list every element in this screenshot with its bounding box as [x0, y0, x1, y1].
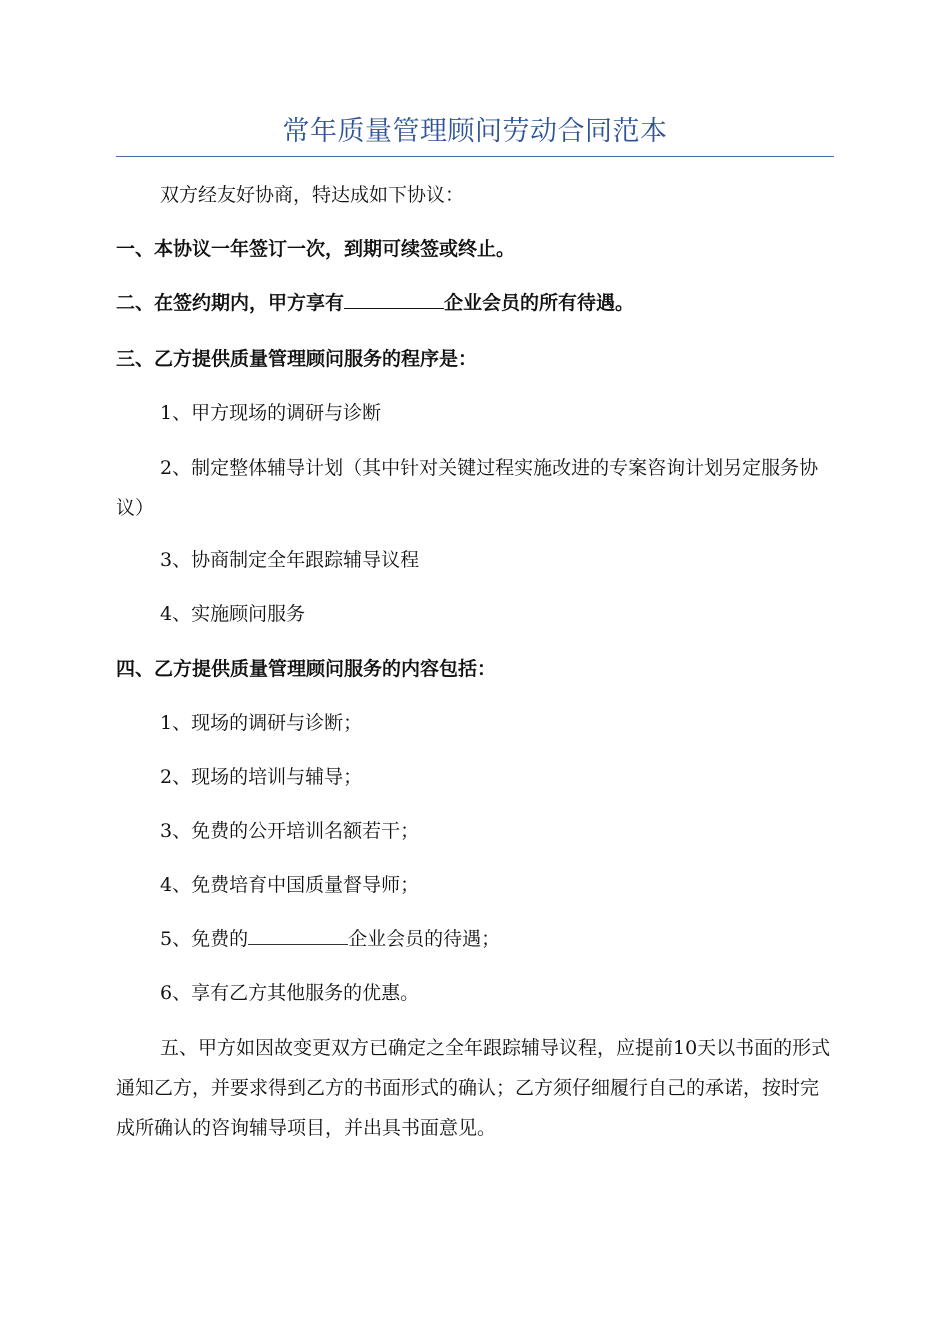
procedure-item-4: 4、实施顾问服务: [160, 603, 306, 625]
content-item-5-blank-line: [248, 924, 348, 945]
procedure-item-2: 2、制定整体辅导计划（其中针对关键过程实施改进的专案咨询计划另定服务协议）: [116, 457, 819, 519]
clause-2-text-after: 企业会员的所有待遇。: [444, 292, 635, 314]
clause-2-blank-line: [344, 288, 444, 309]
procedure-item-3: 3、协商制定全年跟踪辅导议程: [160, 549, 420, 571]
intro-paragraph: 双方经友好协商，特达成如下协议：: [160, 184, 465, 206]
content-item-5-text-before: 5、免费的: [160, 928, 249, 950]
content-item-1: 1、现场的调研与诊断；: [160, 712, 363, 734]
page-title: 常年质量管理顾问劳动合同范本: [282, 116, 668, 147]
clause-2-text-before: 二、在签约期内，甲方享有: [116, 292, 345, 314]
clause-1: 一、本协议一年签订一次，到期可续签或终止。: [116, 238, 516, 260]
content-item-3: 3、免费的公开培训名额若干；: [160, 820, 420, 842]
procedure-item-1: 1、甲方现场的调研与诊断: [160, 402, 382, 424]
content-item-5: [116, 916, 834, 962]
content-item-6: 6、享有乙方其他服务的优惠。: [160, 982, 420, 1004]
clause-3: 三、乙方提供质量管理顾问服务的程序是：: [116, 348, 478, 370]
title-block: [116, 112, 834, 157]
clause-5: 五、甲方如因故变更双方已确定之全年跟踪辅导议程，应提前10天以书面的形式通知乙方，并要求得到乙方的书面形式的确认；乙方须仔细履行自己的承诺，按时完成所确认的咨询辅导项目，并出具书面意见。: [116, 1037, 831, 1139]
content-item-4: 4、免费培育中国质量督导师；: [160, 874, 420, 896]
content-item-5-text-after: 企业会员的待遇；: [348, 928, 501, 950]
clause-2: [116, 280, 834, 326]
clause-4: 四、乙方提供质量管理顾问服务的内容包括：: [116, 658, 497, 680]
content-item-2: 2、现场的培训与辅导；: [160, 766, 363, 788]
